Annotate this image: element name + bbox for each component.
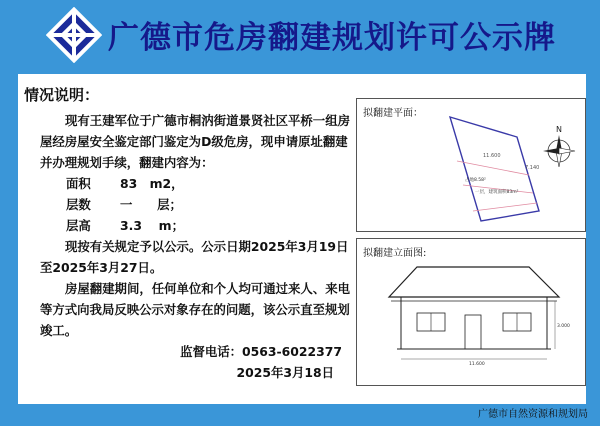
height-label: 层高 — [66, 218, 91, 233]
plan-footprint-label: 占地8.58² — [465, 178, 486, 183]
elevation-panel-title: 拟翻建立面图: — [363, 248, 427, 259]
elevation-drawing — [357, 239, 585, 385]
compass-icon — [543, 125, 575, 167]
header — [0, 0, 600, 70]
site-plan-drawing — [357, 99, 585, 231]
plan-floor-label: 一层，建筑面积83m² — [475, 190, 519, 195]
floors-label: 层数 — [66, 197, 91, 212]
phone-line: 监督电话：0563-6022377 — [180, 344, 342, 359]
height-value: 3.3 m； — [120, 218, 184, 233]
emblem-logo-icon — [46, 7, 102, 63]
notice-text — [40, 110, 358, 383]
elevation-height-dim: 3.000 — [557, 324, 570, 329]
plan-panel-title: 拟翻建平面： — [363, 108, 423, 119]
height-row — [40, 215, 358, 236]
elevation-panel — [356, 238, 586, 386]
area-label: 面积 — [66, 176, 91, 191]
plan-dim-length: 11.600 — [483, 153, 501, 159]
page-title: 广德市危房翻建规划许可公示牌 — [108, 20, 556, 56]
floors-value: 一 层； — [120, 197, 182, 212]
content-area — [18, 74, 586, 404]
paragraph-feedback: 房屋翻建期间，任何单位和个人均可通过来人、来电等方式向我局反映公示对象存在的问题，该公示直至规划竣工。 — [40, 281, 350, 338]
area-row — [40, 173, 358, 194]
area-value: 83 m2， — [120, 176, 184, 191]
floors-row — [40, 194, 358, 215]
paragraph-intro: 现有王建军位于广德市桐汭街道景贤社区平桥一组房屋经房屋安全鉴定部门鉴定为D级危房，现申请原址翻建并办理规划手续，翻建内容为： — [40, 113, 350, 170]
compass-north-label: N — [556, 125, 562, 134]
plan-dim-width: 7.140 — [525, 165, 540, 171]
paragraph-dates: 现按有关规定予以公示。公示日期2025年3月19日至2025年3月27日。 — [40, 239, 349, 275]
plan-panel — [356, 98, 586, 232]
issuing-authority: 广德市自然资源和规划局 — [478, 409, 588, 420]
section-title: 情况说明： — [24, 86, 100, 104]
date-line: 2025年3月18日 — [236, 365, 334, 380]
elevation-width-dim: 11.600 — [469, 362, 485, 367]
